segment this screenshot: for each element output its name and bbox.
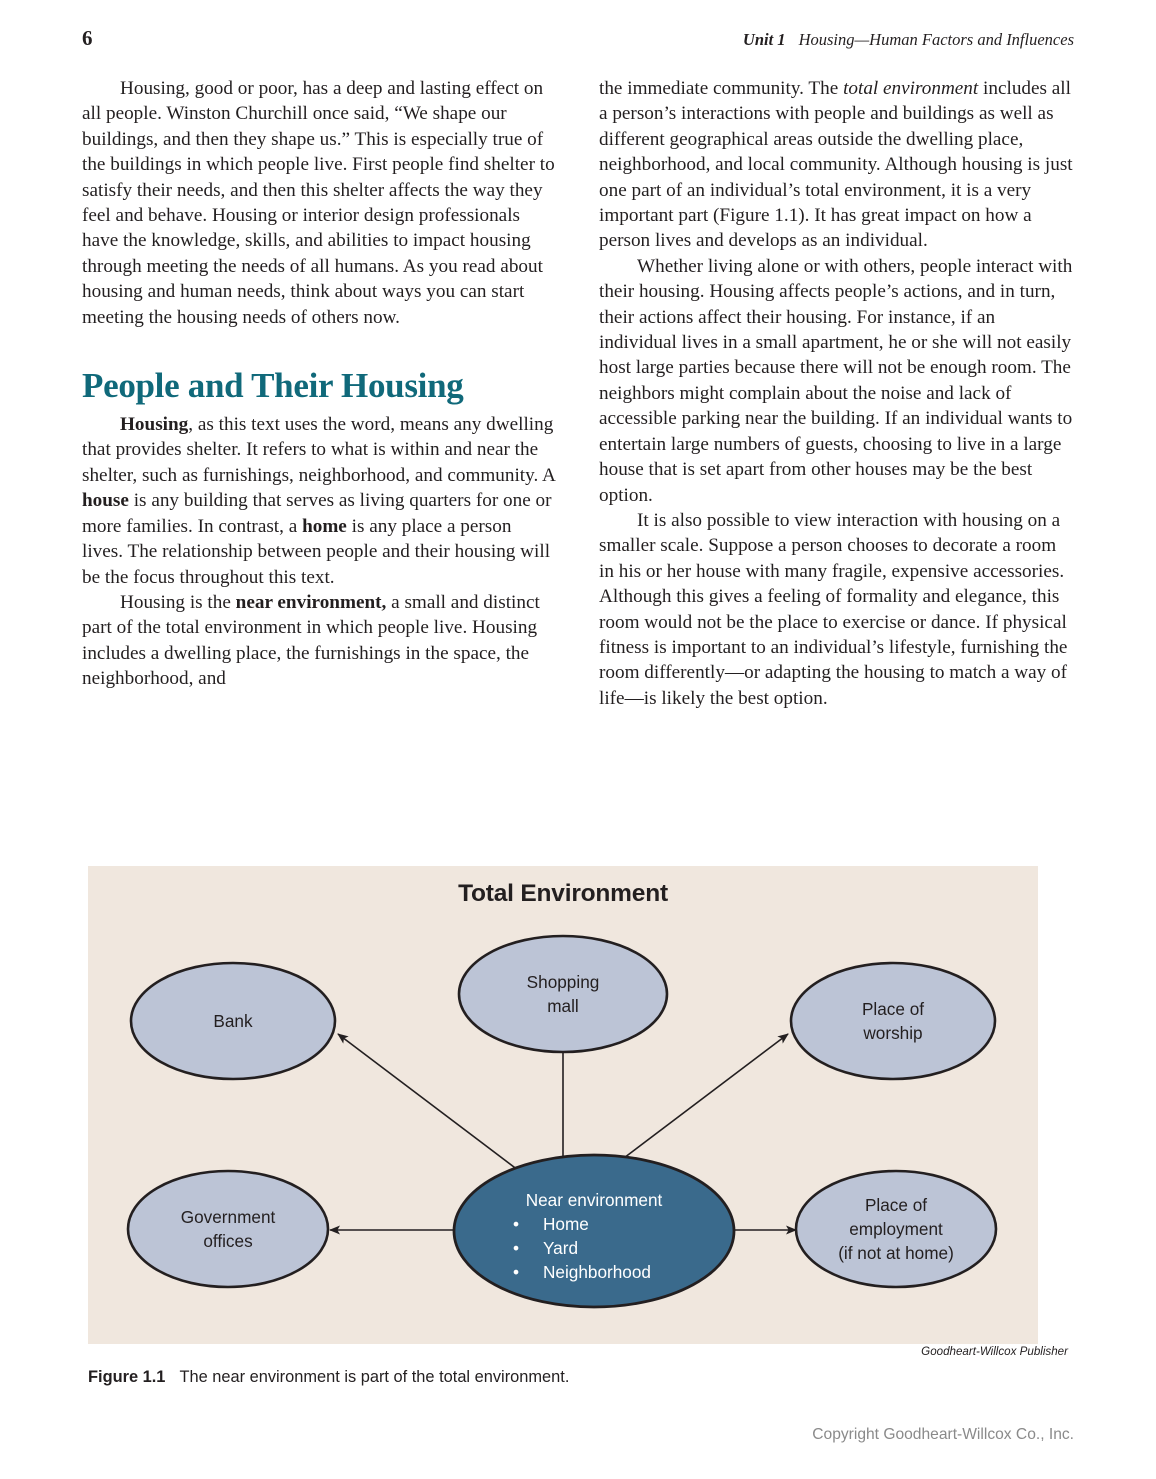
left-column xyxy=(82,76,557,816)
node-shopping-mall-line-2: mall xyxy=(547,996,579,1016)
paragraph-interaction: Whether living alone or with others, people interact with their housing. Housing affects people’s actions, and in turn, their actions affect their housing. For instance, if an individual lives in a small apartment, he or she will not easily host large parties because there will not be enough room. The neighbors might complain about the noise and lack of accessible parking near the building. If an individual wants to entertain large numbers of guests, choosing to live in a large house that is set apart from other houses may be the best option. xyxy=(599,255,1073,506)
paragraph-intro: Housing, good or poor, has a deep and lasting effect on all people. Winston Churchill once said, “We shape our buildings, and then they shape us.” This is especially true of the buildings in which people live. First people find shelter to satisfy their needs, and then this shelter affects the way they feel and behave. Housing or interior design professionals have the knowledge, skills, and abilities to impact housing through meeting the needs of all humans. As you read about housing and human needs, think about ways you can start meeting the housing needs of others now. xyxy=(82,78,555,328)
node-shopping-mall xyxy=(459,936,667,1052)
total-env-text-1: the immediate community. The xyxy=(599,78,844,99)
paragraph-near-environment xyxy=(82,590,557,692)
near-env-text-2: a small and distinct part of the total environment in which people live. Housing includes a dwelling place, the furnishings in the space, the neighborhood, and xyxy=(82,591,540,690)
term-housing: Housing xyxy=(120,414,189,436)
term-home: home xyxy=(302,515,347,537)
running-head xyxy=(82,26,1074,58)
right-column xyxy=(599,76,1074,816)
node-place-of-employment xyxy=(796,1171,996,1287)
node-place-of-employment-line-2: employment xyxy=(849,1219,943,1239)
node-bank xyxy=(131,963,335,1079)
node-bank-line-1: Bank xyxy=(213,1011,253,1031)
paragraph-smaller-scale: It is also possible to view interaction with housing on a smaller scale. Suppose a person chooses to decorate a room in his or her house with many fragile, expensive accessories. Although this gives a feeling of formality and elegance, this room would not be the place to exercise or dance. If physical fitness is important to an individual’s lifestyle, furnishing the room differently—or adapting the housing to match a way of life—is likely the best option. xyxy=(599,509,1068,709)
section-heading: People and Their Housing xyxy=(82,366,464,406)
node-place-of-worship xyxy=(791,963,995,1079)
near-environment-bullet-3: Neighborhood xyxy=(543,1262,651,1282)
definition-text-1: , as this text uses the word, means any dwelling that provides shelter. It refers to what is within and near the shelter, such as furnishings, neighborhood, and community. A xyxy=(82,414,555,486)
near-environment-bullet-marker-3: • xyxy=(513,1262,520,1282)
unit-label: Unit 1 xyxy=(742,30,786,49)
definition-text-2: is any building that serves as living quarters for one or more families. In contrast, a xyxy=(82,490,552,537)
node-place-of-worship-line-2: worship xyxy=(863,1023,923,1043)
node-place-of-employment-line-3: (if not at home) xyxy=(838,1243,954,1263)
total-env-text-2: includes all a person’s interactions with people and buildings as well as different geographical areas outside the dwelling place, neighborhood, and local community. Although housing is just one part of an individual’s total environment, it is a very important part (Figure 1.1). It has great impact on how a person lives and develops as an individual. xyxy=(599,78,1073,252)
node-shopping-mall-line-1: Shopping xyxy=(526,972,600,992)
page-number: 6 xyxy=(82,26,93,50)
near-environment-bullet-marker-1: • xyxy=(513,1214,520,1234)
node-place-of-employment-line-1: Place of xyxy=(864,1195,928,1215)
figure-diagram xyxy=(88,866,1038,1344)
near-env-text-1: Housing is the xyxy=(120,591,236,613)
figure-caption-text: The near environment is part of the total environment. xyxy=(179,1368,570,1386)
figure-title: Total Environment xyxy=(458,880,668,907)
definition-text-3: is any place a person lives. The relationship between people and their housing will be the focus throughout this text. xyxy=(82,515,551,588)
paragraph-housing-definition xyxy=(82,412,557,590)
near-environment-bullet-2: Yard xyxy=(543,1238,579,1258)
body-columns xyxy=(82,76,1074,816)
running-title-text: Housing—Human Factors and Influences xyxy=(798,30,1074,49)
node-government-offices-line-1: Government xyxy=(180,1207,276,1227)
node-government-offices-line-2: offices xyxy=(203,1231,253,1251)
running-head-title xyxy=(743,30,1074,50)
node-near-environment xyxy=(454,1155,734,1307)
term-near-environment: near environment, xyxy=(235,591,387,613)
term-total-environment: total environment xyxy=(843,78,979,99)
near-environment-bullet-marker-2: • xyxy=(513,1238,520,1258)
figure-caption xyxy=(88,1368,569,1387)
term-house: house xyxy=(82,490,129,512)
figure-number: Figure 1.1 xyxy=(88,1368,166,1386)
node-government-offices xyxy=(128,1171,328,1287)
paragraph-total-environment xyxy=(599,76,1074,254)
node-place-of-worship-line-1: Place of xyxy=(861,999,925,1019)
footer-copyright: Copyright Goodheart-Willcox Co., Inc. xyxy=(812,1426,1074,1443)
near-environment-heading: Near environment xyxy=(525,1190,663,1210)
figure-credit: Goodheart-Willcox Publisher xyxy=(921,1345,1068,1358)
near-environment-bullet-1: Home xyxy=(543,1214,589,1234)
figure-1-1 xyxy=(88,866,1038,1344)
